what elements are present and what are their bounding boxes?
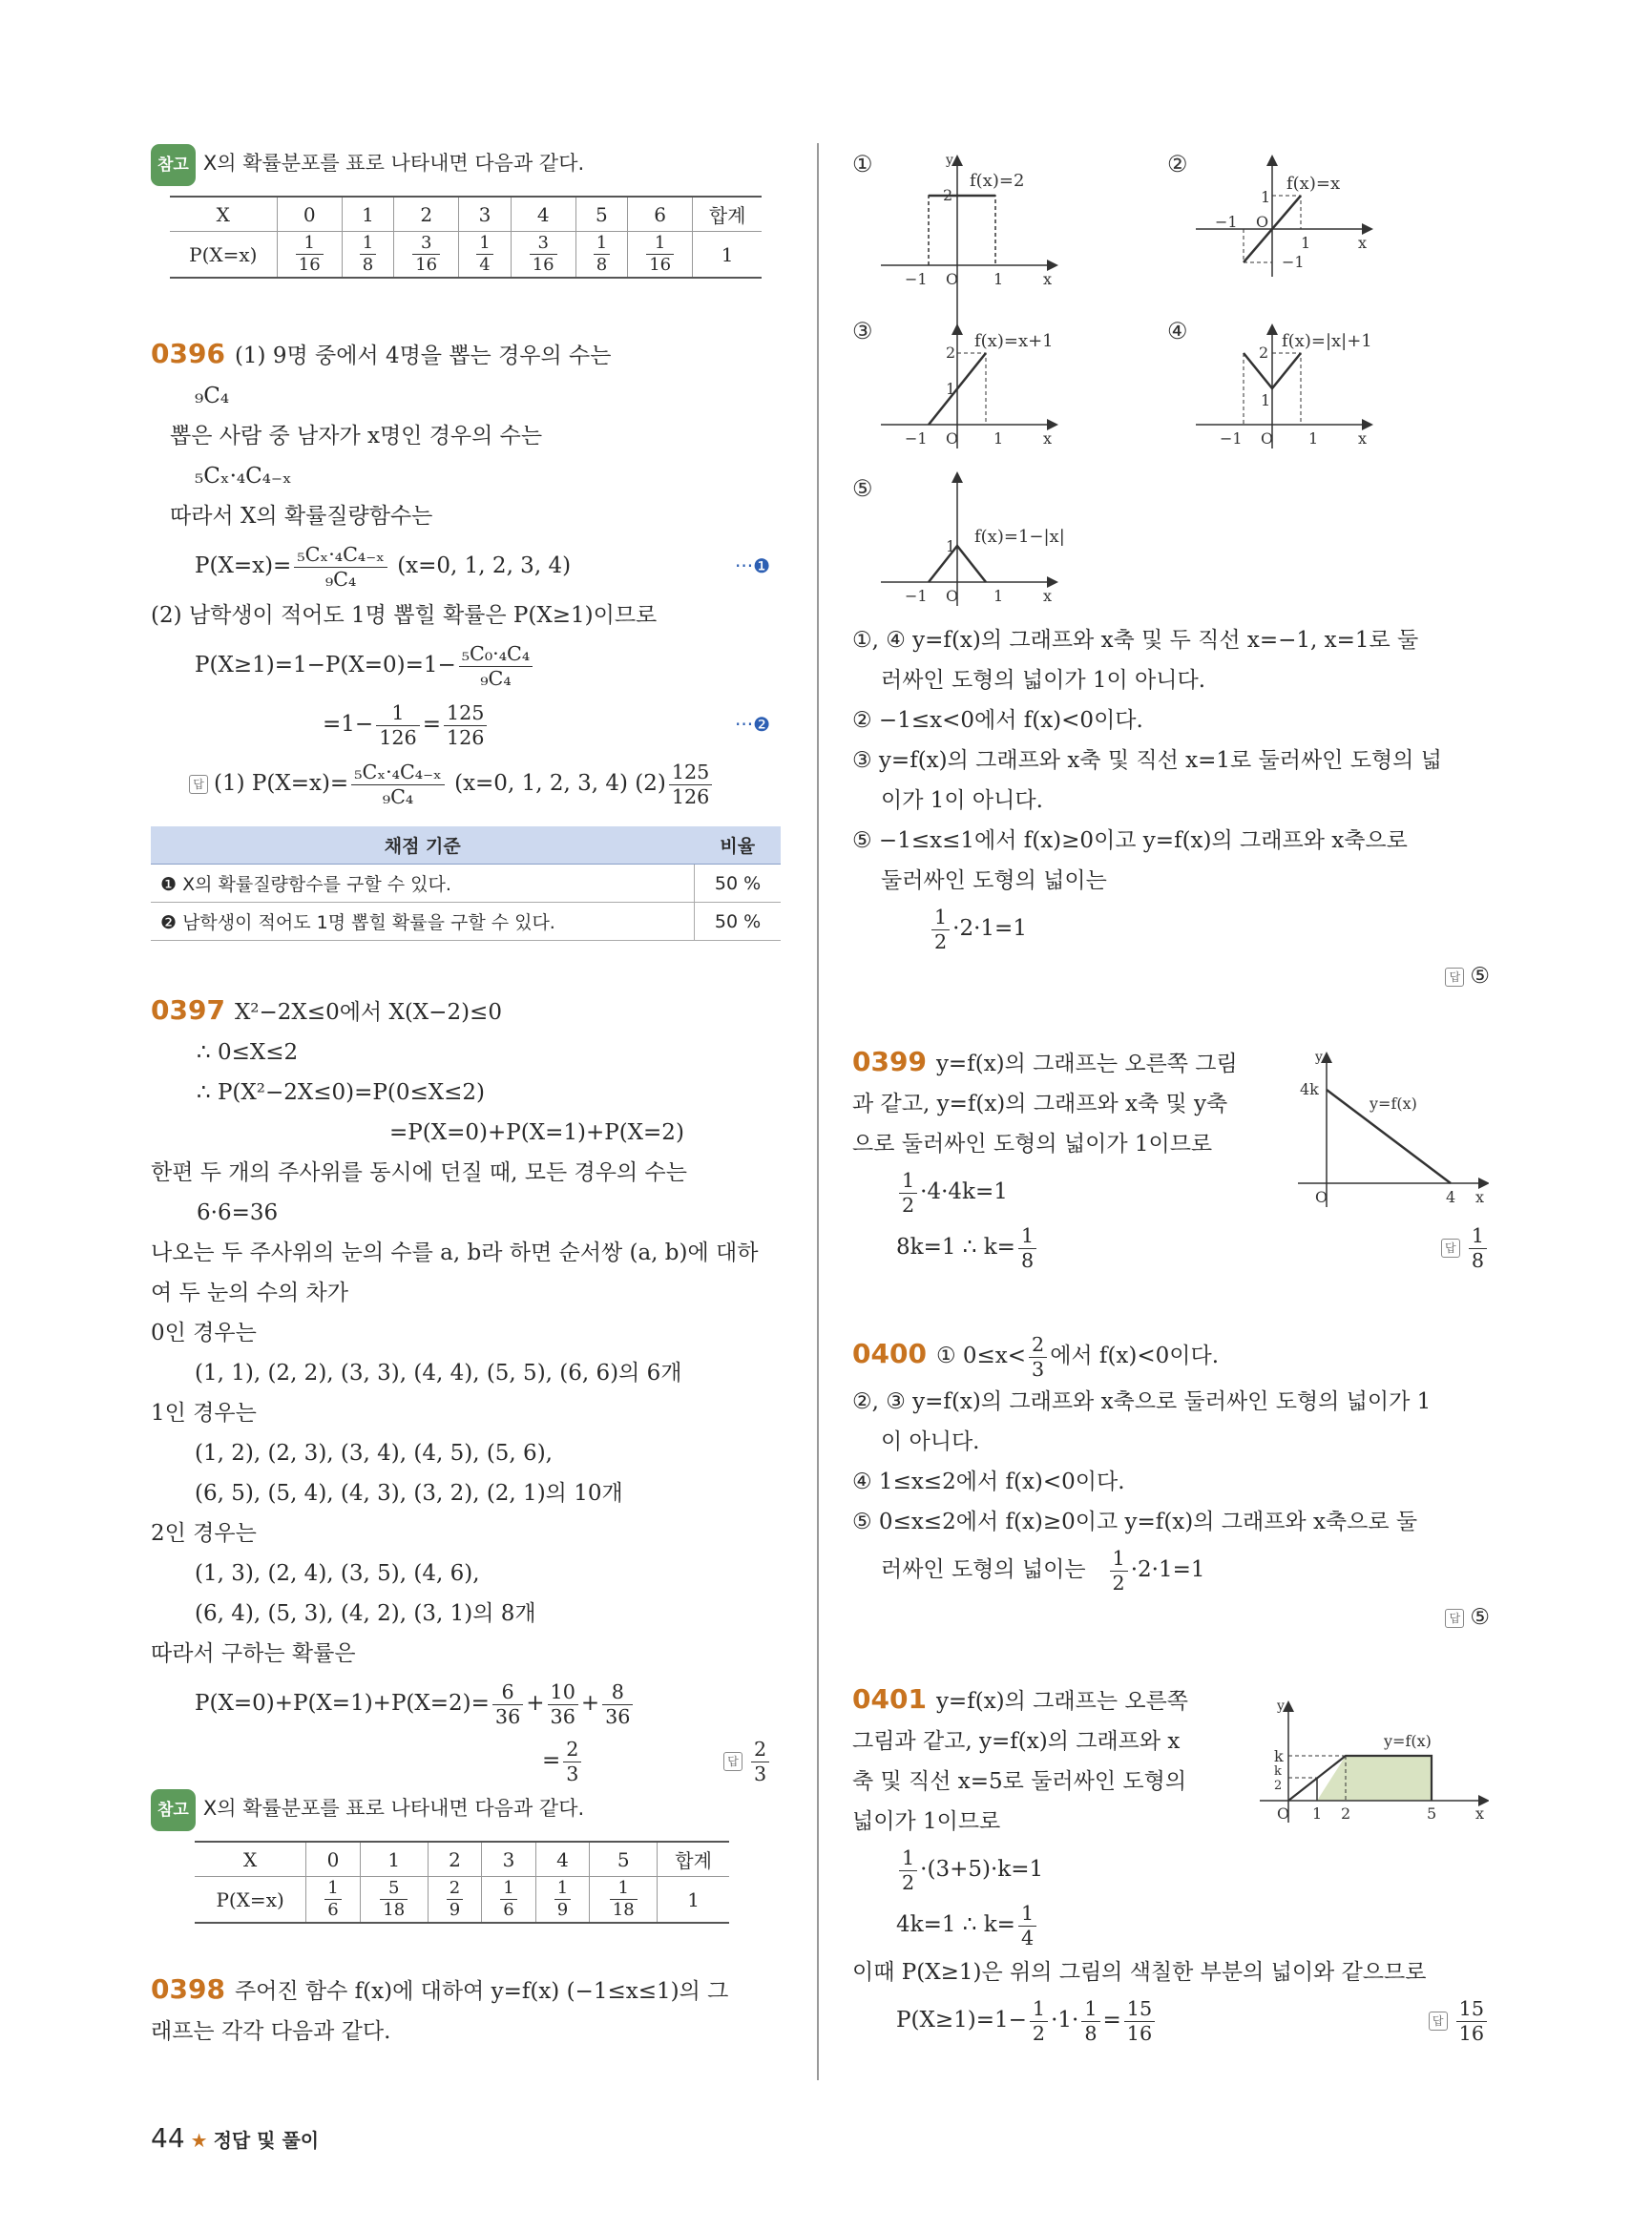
svg-text:O: O bbox=[946, 587, 959, 605]
svg-text:x: x bbox=[1043, 587, 1053, 605]
svg-text:2: 2 bbox=[1341, 1804, 1351, 1823]
note-397: 참고 X의 확률분포를 표로 나타내면 다음과 같다. bbox=[151, 1788, 781, 1831]
svg-text:O: O bbox=[946, 429, 959, 448]
answer-399: 답 $\frac{1}{8}$ bbox=[1441, 1220, 1490, 1275]
graph-0399 bbox=[1288, 1050, 1489, 1212]
answer-icon: 답 bbox=[1429, 2012, 1448, 2031]
column-divider bbox=[817, 143, 819, 2080]
svg-text:⑤: ⑤ bbox=[852, 475, 873, 502]
problem-397: 0397 X²−2X≤0에서 X(X−2)≤0 bbox=[151, 994, 502, 1026]
note-badge: 참고 bbox=[151, 144, 196, 186]
problem-number: 0396 bbox=[151, 338, 225, 369]
svg-text:2: 2 bbox=[1259, 344, 1269, 362]
left-column: 참고 X의 확률분포를 표로 나타내면 다음과 같다. X 0 1 2 3 4 5 6 합계 P(X=x) $\frac{1}{16}$ $\frac{1}{8}$ $\frac{3}{16}$ $\frac{1}{4}$ $\frac{3}{16}$ $\frac{1}{8}$ $\frac{1}{16}$ 1 0396 (1) 9명 중에서 4명을 뽑는 경우의 수는 ₉C₄ 뽑은 사람 중 남자가 x명인 경우의 수는 ₅Cₓ·₄C₄₋ₓ 따라서 X의 확률질량함수는 P(X=x)= $\frac{\text{₅Cₓ·₄C₄₋ₓ}}{\text{₉C₄}}$ (x=0, 1, 2, 3, 4) ···❶ (2) 남학생이 적어도 1명 뽑힐 확률은 P(X≥1)이므로 P(X≥1)=1−P(X=0)=1− $\frac{\text{₅C₀·₄C₄}}{\text{₉C₄}}$ =1− $\frac{1}{126}$ = $\frac{125}{126}$ ···❷ 답 (1) P(X=x)= $\frac{\text{₅Cₓ·₄C₄₋ₓ}}{\text{₉C₄}}$ (x=0, 1, 2, 3, 4) (2) $\frac{125}{126}$ 채점 기준 비율 ❶ X의 확률질량함수를 구할 수 있다. 50 % ❷ 남학생이 적어도 1명 뽑힐 확률을 구할 수 있다. 50 % 0397 X²−2X≤0에서 X(X−2)≤0 ∴ 0≤X≤2 ∴ P(X²−2X≤0)=P(0≤X≤2) =P(X=0)+P(X=1)+P(X=2) 한편 두 개의 주사위를 동시에 던질 때, 모든 경우의 수는 6·6=36 나오는 두 주사위의 눈의 수를 a, b라 하면 순서쌍 (a, b)에 대하 여 두 눈의 수의 차가 0인 경우는 (1, 1), (2, 2), (3, 3), (4, 4), (5, 5), (6, 6)의 6개 1인 경우는 (1, 2), (2, 3), (3, 4), (4, 5), (5, 6), (6, 5), (5, 4), (4, 3), (3, 2), (2, 1)의 10개 2인 경우는 (1, 3), (2, 4), (3, 5), (4, 6), (6, 4), (5, 3), (4, 2), (3, 1)의 8개 따라서 구하는 확률은 P(X=0)+P(X=1)+P(X=2)= $\frac{6}{36}$ + $\frac{10}{36}$ + $\frac{8}{36}$ = $\frac{2}{3}$ 답 $\frac{2}{3}$ 참고 X의 확률분포를 표로 나타내면 다음과 같다. X 0 1 2 3 4 5 합계 P(X=x) $\frac{1}{6}$ $\frac{5}{18}$ $\frac{2}{9}$ $\frac{1}{6}$ $\frac{1}{9}$ $\frac{1}{18}$ 1 0398 주어진 함수 f(x)에 대하여 y=f(x) (−1≤x≤1)의 그 래프는 각각 다음과 같다. bbox=[151, 143, 781, 2052]
answer-icon: 답 bbox=[189, 775, 208, 794]
svg-text:y: y bbox=[946, 153, 953, 168]
graphs-0398 bbox=[852, 143, 1492, 620]
svg-text:y=f(x): y=f(x) bbox=[1384, 1732, 1432, 1750]
svg-text:−1: −1 bbox=[1215, 213, 1238, 231]
svg-text:y=f(x): y=f(x) bbox=[1370, 1095, 1417, 1113]
svg-text:1: 1 bbox=[1308, 429, 1319, 448]
problem-number: 0400 bbox=[852, 1338, 927, 1369]
svg-text:1: 1 bbox=[993, 587, 1004, 605]
problem-number: 0398 bbox=[151, 1973, 225, 2005]
svg-text:f(x)=x+1: f(x)=x+1 bbox=[974, 331, 1054, 351]
svg-text:x: x bbox=[1475, 1188, 1485, 1206]
svg-text:x: x bbox=[1043, 429, 1053, 448]
svg-text:O: O bbox=[946, 270, 959, 288]
svg-text:O: O bbox=[1315, 1188, 1328, 1206]
star-icon: ★ bbox=[190, 2129, 208, 2152]
svg-text:f(x)=x: f(x)=x bbox=[1286, 174, 1341, 194]
svg-text:−1: −1 bbox=[1282, 253, 1305, 271]
svg-text:1: 1 bbox=[993, 270, 1004, 288]
svg-text:1: 1 bbox=[1261, 391, 1271, 409]
answer-396: 답 (1) P(X=x)= $\frac{\text{₅Cₓ·₄C₄₋ₓ}}{\text{₉C₄}}$ (x=0, 1, 2, 3, 4) (2) $\frac{125}{126}$ bbox=[151, 754, 781, 813]
graph-0401 bbox=[1250, 1699, 1489, 1832]
svg-text:x: x bbox=[1043, 270, 1053, 288]
graph-1 bbox=[852, 151, 1053, 329]
table-row: P(X=x) $\frac{1}{16}$ $\frac{1}{8}$ $\frac{3}{16}$ $\frac{1}{4}$ $\frac{3}{16}$ $\frac{1}{8}$ $\frac{1}{16}$ 1 bbox=[170, 232, 762, 279]
problem-396: 0396 (1) 9명 중에서 4명을 뽑는 경우의 수는 bbox=[151, 338, 612, 369]
answer-401: 답 $\frac{15}{16}$ bbox=[1429, 1992, 1490, 2048]
table-row: X 0 1 2 3 4 5 6 합계 bbox=[170, 197, 762, 232]
svg-text:1: 1 bbox=[1301, 234, 1311, 252]
svg-text:1: 1 bbox=[946, 380, 956, 398]
svg-text:2: 2 bbox=[1274, 1779, 1283, 1793]
page-number: 44 bbox=[151, 2122, 185, 2154]
graph-4 bbox=[1167, 318, 1372, 448]
svg-text:1: 1 bbox=[993, 429, 1004, 448]
footer-title: 정답 및 풀이 bbox=[213, 2129, 320, 2152]
svg-text:1: 1 bbox=[1312, 1804, 1323, 1823]
svg-text:4: 4 bbox=[1446, 1188, 1456, 1206]
svg-text:2: 2 bbox=[946, 344, 956, 362]
distribution-table-2 bbox=[195, 1841, 729, 1924]
svg-text:−1: −1 bbox=[905, 270, 928, 288]
svg-text:x: x bbox=[1358, 429, 1368, 448]
svg-text:①: ① bbox=[852, 151, 873, 177]
note-badge: 참고 bbox=[151, 1789, 196, 1831]
answer-397: 답 $\frac{2}{3}$ bbox=[723, 1733, 772, 1788]
answer-398: 답 ⑤ bbox=[852, 956, 1490, 996]
problem-number: 0401 bbox=[852, 1683, 927, 1715]
svg-text:5: 5 bbox=[1427, 1804, 1437, 1823]
note-395: 참고 X의 확률분포를 표로 나타내면 다음과 같다. bbox=[151, 143, 781, 186]
answer-icon: 답 bbox=[1445, 968, 1464, 987]
svg-text:O: O bbox=[1277, 1804, 1290, 1823]
svg-text:③: ③ bbox=[852, 318, 873, 344]
answer-icon: 답 bbox=[1445, 1609, 1464, 1628]
svg-text:O: O bbox=[1256, 213, 1269, 231]
svg-text:k: k bbox=[1274, 1764, 1282, 1779]
table-row: X 0 1 2 3 4 5 합계 bbox=[195, 1842, 729, 1877]
svg-text:y: y bbox=[1277, 1699, 1285, 1714]
problem-400: 0400 ① 0≤x< $\frac{2}{3}$ 에서 f(x)<0이다. bbox=[852, 1332, 1220, 1381]
problem-number: 0399 bbox=[852, 1046, 927, 1077]
svg-text:−1: −1 bbox=[905, 429, 928, 448]
graph-2 bbox=[1167, 151, 1368, 277]
problem-number: 0397 bbox=[151, 994, 225, 1026]
svg-text:②: ② bbox=[1167, 151, 1188, 177]
svg-text:−1: −1 bbox=[1220, 429, 1243, 448]
svg-text:2: 2 bbox=[943, 186, 953, 204]
graph-5 bbox=[852, 475, 1065, 606]
svg-text:y: y bbox=[1315, 1050, 1323, 1065]
graph-3 bbox=[852, 318, 1054, 448]
answer-icon: 답 bbox=[1441, 1239, 1460, 1258]
right-column: ①, ④ y=f(x)의 그래프와 x축 및 두 직선 x=−1, x=1로 둘 러싸인 도형의 넓이가 1이 아니다. ② −1≤x<0에서 f(x)<0이다. ③ y=f(x)의 그래프와 x축 및 직선 x=1로 둘러싸인 도형의 넓 이가 1이 아니다. ⑤ −1≤x≤1에서 f(x)≥0이고 y=f(x)의 그래프와 x축으로 둘러싸인 도형의 넓이는 $\frac{1}{2}$ ·2·1=1 답 ⑤ 0399 y=f(x)의 그래프는 오른쪽 그림 과 같고, y=f(x)의 그래프와 x축 및 y축 으로 둘러싸인 도형의 넓이가 1이므로 $\frac{1}{2}$ ·4·4k=1 8k=1 ∴ k= $\frac{1}{8}$ 답 $\frac{1}{8}$ 0400 ① 0≤x< $\frac{2}{3}$ 에서 f(x)<0이다. ②, ③ y=f(x)의 그래프와 x축으로 둘러싸인 도형의 넓이가 1 이 아니다. ④ 1≤x≤2에서 f(x)<0이다. ⑤ 0≤x≤2에서 f(x)≥0이고 y=f(x)의 그래프와 x축으로 둘 러싸인 도형의 넓이는 $\frac{1}{2}$ ·2·1=1 답 ⑤ 0401 y=f(x)의 그래프는 오른쪽 그림과 같고, y=f(x)의 그래프와 x 축 및 직선 x=5로 둘러싸인 도형의 넓이가 1이므로 $\frac{1}{2}$ ·(3+5)·k=1 4k=1 ∴ k= $\frac{1}{4}$ 이때 P(X≥1)은 위의 그림의 색칠한 부분의 넓이와 같으므로 P(X≥1)=1− $\frac{1}{2}$ ·1· $\frac{1}{8}$ = $\frac{15}{16}$ 답 $\frac{15}{16}$ bbox=[852, 620, 1490, 2048]
problem-398: 0398 주어진 함수 f(x)에 대하여 y=f(x) (−1≤x≤1)의 그 bbox=[151, 1973, 729, 2005]
svg-text:f(x)=|x|+1: f(x)=|x|+1 bbox=[1282, 331, 1372, 351]
problem-399: 0399 y=f(x)의 그래프는 오른쪽 그림 bbox=[852, 1046, 1238, 1077]
svg-text:k: k bbox=[1274, 1747, 1284, 1765]
svg-text:4k: 4k bbox=[1300, 1080, 1319, 1098]
page-footer bbox=[151, 2122, 319, 2154]
svg-text:x: x bbox=[1475, 1804, 1485, 1823]
svg-text:1: 1 bbox=[1261, 188, 1271, 206]
answer-400: 답 ⑤ bbox=[852, 1597, 1490, 1637]
svg-text:④: ④ bbox=[1167, 318, 1188, 344]
svg-text:f(x)=2: f(x)=2 bbox=[970, 171, 1025, 191]
grading-table: 채점 기준 비율 ❶ X의 확률질량함수를 구할 수 있다. 50 % ❷ 남학생이 적어도 1명 뽑힐 확률을 구할 수 있다. 50 % bbox=[151, 826, 781, 941]
svg-text:O: O bbox=[1261, 429, 1274, 448]
table-row: P(X=x) $\frac{1}{6}$ $\frac{5}{18}$ $\frac{2}{9}$ $\frac{1}{6}$ $\frac{1}{9}$ $\frac{1}{18}$ 1 bbox=[195, 1877, 729, 1924]
answer-icon: 답 bbox=[723, 1752, 742, 1771]
problem-401: 0401 y=f(x)의 그래프는 오른쪽 bbox=[852, 1683, 1188, 1715]
svg-text:x: x bbox=[1358, 234, 1368, 252]
distribution-table-1 bbox=[170, 196, 762, 279]
svg-text:f(x)=1−|x|: f(x)=1−|x| bbox=[974, 527, 1065, 547]
svg-text:1: 1 bbox=[946, 537, 956, 555]
svg-text:−1: −1 bbox=[905, 587, 928, 605]
